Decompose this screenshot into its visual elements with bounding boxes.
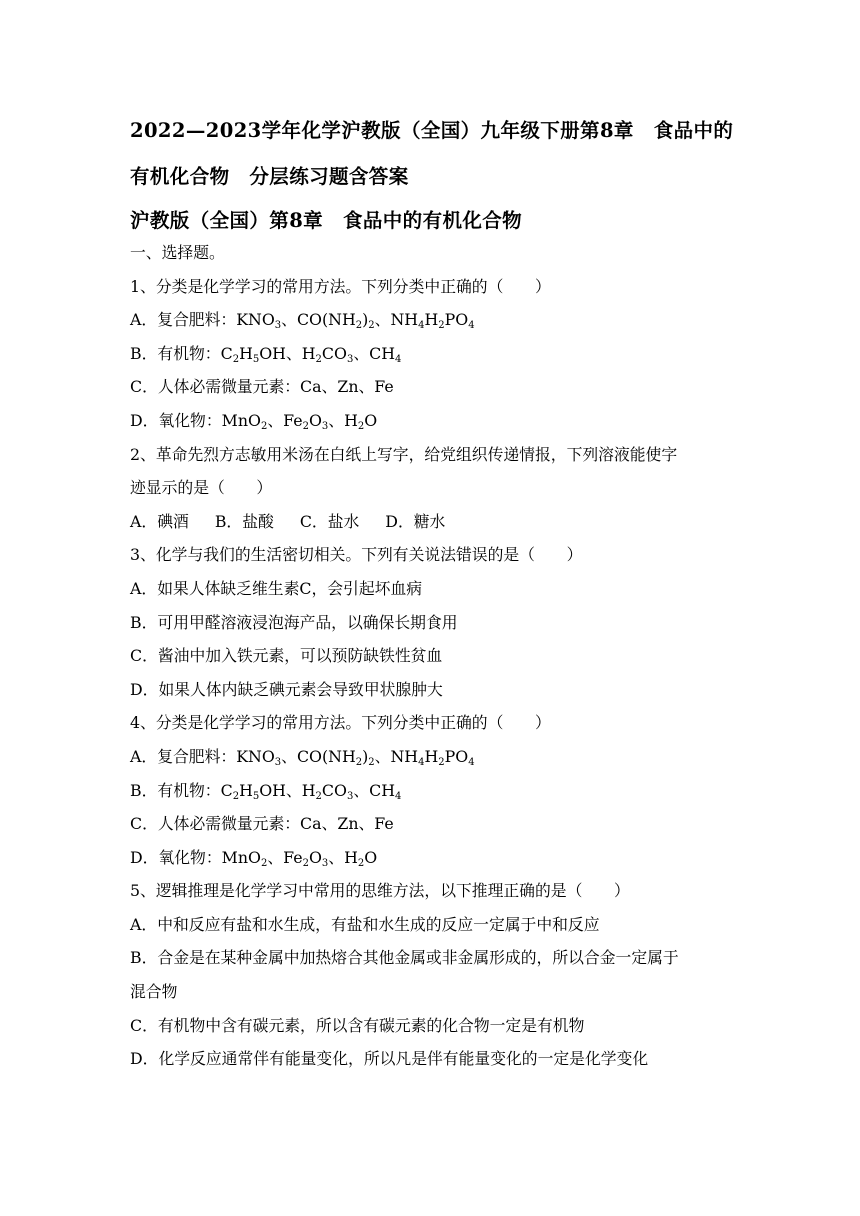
question-4-option-d: D．氧化物：MnO$_2$、$Fe_2O_3$、$H_2O$: [130, 847, 378, 869]
question-list: [130, 236, 740, 1076]
question-1-option-c: C．人体必需微量元素：Ca、Zn、Fe: [130, 377, 394, 397]
question-3-option-c: C．酱油中加入铁元素，可以预防缺铁性贫血: [130, 646, 443, 666]
question-1-option-d: D．氧化物：MnO$_2$、$Fe_2O_3$、$H_2O$: [130, 410, 378, 432]
question-5-stem: 5、逻辑推理是化学学习中常用的思维方法，以下推理正确的是（ ）: [130, 881, 630, 901]
section-heading: 一、选择题。: [130, 243, 225, 262]
question-4-stem: 4、分类是化学学习的常用方法。下列分类中正确的（ ）: [130, 713, 551, 733]
question-2-option-a: A．碘酒: [130, 511, 189, 531]
question-5-option-c: C．有机物中含有碳元素，所以含有碳元素的化合物一定是有机物: [130, 1015, 585, 1035]
question-2-options: [130, 505, 740, 539]
question-1-option-b: B．有机物：$C_2H_5OH$、$H_2CO_3$、$CH_4$: [130, 343, 402, 365]
question-3-stem: 3、化学与我们的生活密切相关。下列有关说法错误的是（ ）: [130, 545, 583, 565]
question-2-option-b: B．盐酸: [214, 511, 274, 531]
question-3-option-b: B．可用甲醛溶液浸泡海产品，以确保长期食用: [130, 612, 458, 632]
question-3-option-d: D．如果人体内缺乏碘元素会导致甲状腺肿大: [130, 679, 443, 699]
question-3-option-a: A．如果人体缺乏维生素C，会引起坏血病: [130, 578, 423, 598]
question-1-option-a: A．复合肥料：$KNO_3$、$CO(NH_2)_2$、$NH_4H_2PO_4$: [130, 310, 475, 332]
question-2-stem-line-1: 2、革命先烈方志敏用米汤在白纸上写字，给党组织传递情报，下列溶液能使字: [130, 444, 678, 464]
question-2-option-c: C．盐水: [299, 511, 360, 531]
question-4-option-c: C．人体必需微量元素：Ca、Zn、Fe: [130, 814, 394, 834]
question-1-stem: 1、分类是化学学习的常用方法。下列分类中正确的（ ）: [130, 276, 551, 296]
question-4-option-a: A．复合肥料：$KNO_3$、$CO(NH_2)_2$、$NH_4H_2PO_4$: [130, 746, 475, 768]
question-5-option-b-line-2: 混合物: [130, 982, 178, 1002]
document-subtitle: 沪教版（全国）第8章 食品中的有机化合物: [130, 209, 523, 232]
question-5-option-a: A．中和反应有盐和水生成，有盐和水生成的反应一定属于中和反应: [130, 914, 600, 934]
question-5-option-b-line-1: B．合金是在某种金属中加热熔合其他金属或非金属形成的，所以合金一定属于: [130, 948, 679, 968]
question-2-option-d: D．糖水: [385, 511, 446, 531]
question-4-option-b: B．有机物：$C_2H_5OH$、$H_2CO_3$、$CH_4$: [130, 780, 402, 802]
document-title-line-1: 2022—2023学年化学沪教版（全国）九年级下册第8章 食品中的: [130, 119, 734, 142]
question-5-option-d: D．化学反应通常伴有能量变化，所以凡是伴有能量变化的一定是化学变化: [130, 1049, 649, 1069]
question-2-stem-line-2: 迹显示的是（ ）: [130, 478, 273, 498]
document-title-line-2: 有机化合物 分层练习题含答案: [130, 165, 409, 188]
